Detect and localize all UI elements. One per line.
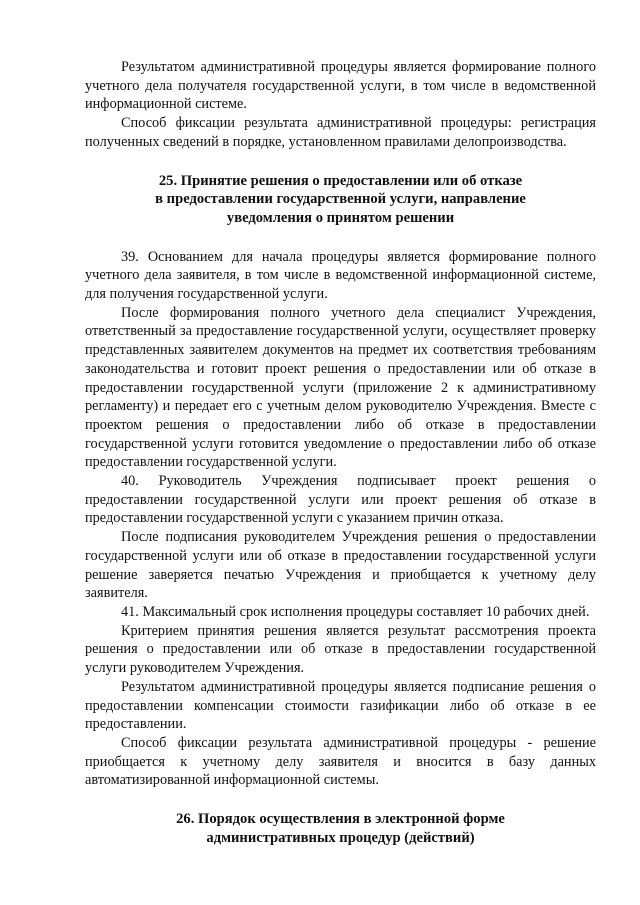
section-25-heading-line: в предоставлении государственной услуги, направление xyxy=(155,191,526,208)
section-25-heading xyxy=(85,172,596,228)
intro-paragraph-result: Результатом административной процедуры является формирование полного учетного дела получателя государственной услуги, в том числе в ведомственной информационной системе. xyxy=(85,59,596,113)
paragraph-fixation: Способ фиксации результата административной процедуры - решение приобщается к учетному делу заявителя и вносится в базу данных автоматизированной информационной системы. xyxy=(85,734,596,789)
paragraph-result: Результатом административной процедуры является подписание решения о предоставлении компенсации стоимости газификации либо об отказе в ее предоставлении. xyxy=(85,678,596,733)
section-26-heading xyxy=(85,810,596,847)
paragraph-41: 41. Максимальный срок исполнения процедуры составляет 10 рабочих дней. xyxy=(121,603,590,620)
section-25-heading-line: уведомления о принятом решении xyxy=(226,209,455,226)
paragraph-39: 39. Основанием для начала процедуры является формирование полного учетного дела заявителя, в том числе в ведомственной информационной системе, для получения государственной услуги. xyxy=(85,248,596,303)
section-25-heading-line: 25. Принятие решения о предоставлении или об отказе xyxy=(158,172,523,189)
paragraph-criterion: Критерием принятия решения является результат рассмотрения проекта решения о предоставлении или об отказе в предоставлении государственной услуги руководителем Учреждения. xyxy=(85,622,596,677)
section-26-heading-line: административных процедур (действий) xyxy=(206,829,475,846)
paragraph-after-signing: После подписания руководителем Учреждения решения о предоставлении государственной услуги или об отказе в предоставлении государственной услуги решение заверяется печатью Учреждения и приобщается к учетному делу заявителя. xyxy=(85,529,596,602)
paragraph-40: 40. Руководитель Учреждения подписывает проект решения о предоставлении государственной услуги или проект решения об отказе в предоставлении государственной услуги с указанием причин отказа. xyxy=(85,473,596,527)
section-26-heading-line: 26. Порядок осуществления в электронной форме xyxy=(176,811,505,828)
document-body xyxy=(85,58,596,847)
intro-paragraph-fixation: Способ фиксации результата административной процедуры: регистрация полученных сведений в порядке, установленном правилами делопроизводства. xyxy=(85,115,596,150)
paragraph-specialist-check: После формирования полного учетного дела специалист Учреждения, ответственный за предоставление государственной услуги, осуществляет проверку представленных заявителем документов на предмет их соответствия требованиям законодательства и готовит проект решения о предоставлении или об отказе в предоставлении государственной услуги (приложение 2 к административному регламенту) и передает его с учетным делом руководителю Учреждения. Вместе с проектом решения о предоставлении либо об отказе в предоставлении государственной услуги готовится уведомление о предоставлении либо об отказе предоставлении государственной услуги. xyxy=(85,304,596,471)
